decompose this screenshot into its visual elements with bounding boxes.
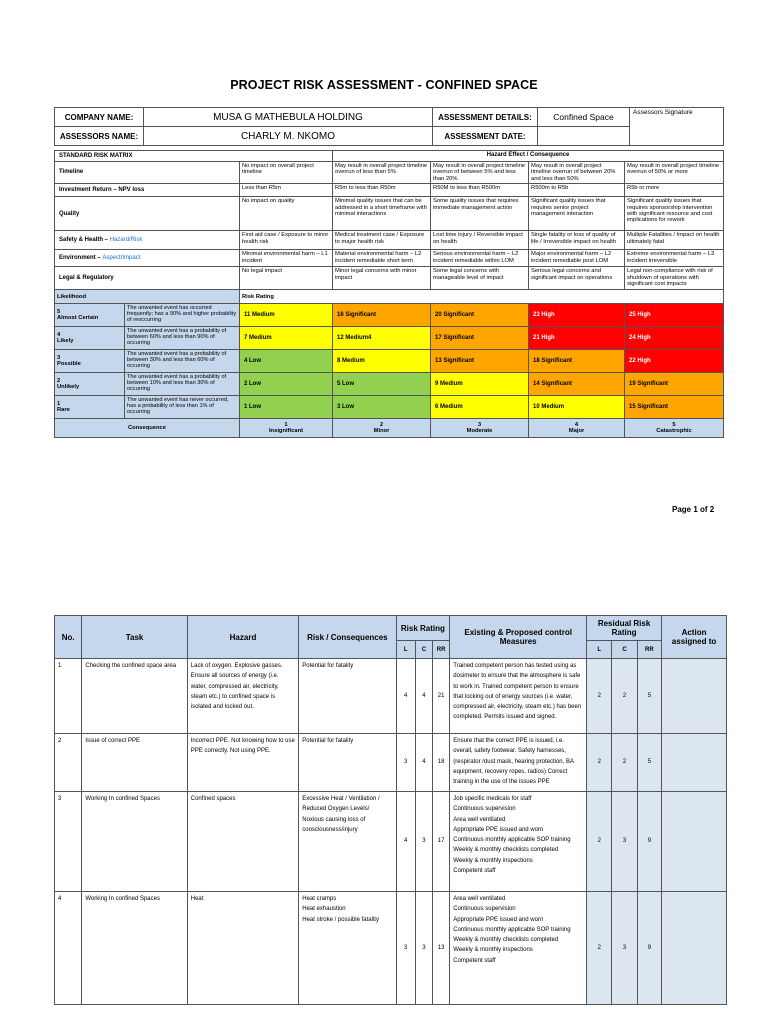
row-task: Checking the confined space area bbox=[82, 659, 187, 734]
assessment-date-label: ASSESSMENT DATE: bbox=[433, 127, 538, 146]
risk-register-table bbox=[54, 615, 727, 1005]
matrix-cell: First aid case / Exposure to minor health risk bbox=[240, 231, 333, 250]
standard-risk-matrix bbox=[54, 150, 724, 438]
risk-rr: 21 bbox=[433, 659, 450, 734]
control-line: Appropriate PPE issued and worn bbox=[453, 916, 544, 923]
likelihood-name: Almost Certain bbox=[57, 315, 99, 322]
risk-rating-cell: 19 Significant bbox=[625, 373, 724, 396]
residual-c: 2 bbox=[612, 659, 637, 734]
col-residual: Residual Risk Rating bbox=[587, 616, 662, 641]
consequence-number: 3 bbox=[477, 421, 482, 428]
risk-rating-cell: 9 Medium bbox=[431, 373, 529, 396]
row-number: 3 bbox=[55, 792, 82, 892]
matrix-cell: May result in overall project timeline overrun of less than 5% bbox=[333, 162, 431, 184]
row-label-text: Legal & Regulatory bbox=[59, 275, 114, 282]
risk-rr: 17 bbox=[433, 792, 450, 892]
likelihood-description: The unwanted event has occurred frequently; has a 90% and higher probability of reoccurring bbox=[125, 304, 240, 327]
row-task: Issue of correct PPE bbox=[82, 734, 187, 792]
likelihood-number: 5 bbox=[57, 308, 61, 315]
row-label-text: Quality bbox=[59, 210, 80, 217]
row-task: Working In confined Spaces bbox=[82, 892, 187, 1005]
action-assigned bbox=[662, 792, 727, 892]
likelihood-heading: Likelihood bbox=[55, 290, 240, 304]
matrix-cell: Some quality issues that requires immediate management action bbox=[431, 197, 529, 231]
risk-l: 4 bbox=[396, 659, 415, 734]
assessment-details-value: Confined Space bbox=[538, 108, 630, 127]
residual-c: 3 bbox=[612, 892, 637, 1005]
assessors-name-value: CHARLY M. NKOMO bbox=[144, 127, 433, 146]
risk-rating-cell: 10 Medium bbox=[529, 396, 625, 419]
matrix-cell: May result in overall project timeline overrun of between 20% and less than 50% bbox=[529, 162, 625, 184]
residual-l: 2 bbox=[587, 892, 612, 1005]
consequence-level bbox=[431, 419, 529, 438]
risk-rr: 18 bbox=[433, 734, 450, 792]
risk-rating-cell: 16 Significant bbox=[333, 304, 431, 327]
likelihood-description: The unwanted event has never occurred, has a probability of less than 1% of occurring bbox=[125, 396, 240, 419]
col-residual-rr: RR bbox=[637, 641, 661, 659]
matrix-cell: Medical treatment case / Exposure to major health risk bbox=[333, 231, 431, 250]
matrix-cell: Major environmental harm – L2 incident remediable post LOM bbox=[529, 250, 625, 267]
matrix-row bbox=[55, 267, 724, 290]
col-controls: Existing & Proposed control Measures bbox=[450, 616, 587, 659]
likelihood-header-row bbox=[55, 290, 724, 304]
page-title: PROJECT RISK ASSESSMENT - CONFINED SPACE bbox=[230, 78, 538, 92]
consequence-label: Consequence bbox=[55, 419, 240, 438]
row-number: 1 bbox=[55, 659, 82, 734]
matrix-cell: Minimal quality issues that can be addressed in a short timeframe with minimal interactions bbox=[333, 197, 431, 231]
residual-rr: 5 bbox=[637, 659, 661, 734]
risk-rating-cell: 1 Low bbox=[240, 396, 333, 419]
likelihood-row bbox=[55, 350, 724, 373]
table-row bbox=[55, 734, 727, 792]
matrix-cell: Less than R5m bbox=[240, 184, 333, 197]
risk-rating-cell: 21 High bbox=[529, 327, 625, 350]
row-hazard: Heat bbox=[187, 892, 298, 1005]
col-risk: Risk / Consequences bbox=[299, 616, 396, 659]
matrix-cell: No legal impact bbox=[240, 267, 333, 290]
matrix-cell: Lost time injury / Reversible impact on health bbox=[431, 231, 529, 250]
row-hazard: Lack of oxygen. Explosive gasses. Ensure all sources of energy (i.e. water, compressed air, electricity, steam etc.) to confined space is isolated and locked out. bbox=[187, 659, 298, 734]
risk-rating-cell: 17 Significant bbox=[431, 327, 529, 350]
risk-rating-cell: 5 Low bbox=[333, 373, 431, 396]
risk-l: 3 bbox=[396, 734, 415, 792]
consequence-level bbox=[625, 419, 724, 438]
col-residual-l: L bbox=[587, 641, 612, 659]
row-risk: Excessive Heat / Ventilation / Reduced Oxygen Levels/ Noxious causing loss of consciousness/injury bbox=[299, 792, 396, 892]
risk-rating-cell: 12 Medium4 bbox=[333, 327, 431, 350]
likelihood-name: Unlikely bbox=[57, 384, 80, 391]
risk-rating-cell: 2 Low bbox=[240, 373, 333, 396]
row-number: 2 bbox=[55, 734, 82, 792]
risk-rr: 13 bbox=[433, 892, 450, 1005]
likelihood-number: 3 bbox=[57, 354, 61, 361]
control-line: Weekly & monthly inspections bbox=[453, 857, 533, 864]
residual-l: 2 bbox=[587, 792, 612, 892]
matrix-cell: Extreme environmental harm – L3 incident irreversible bbox=[625, 250, 724, 267]
col-no: No. bbox=[55, 616, 82, 659]
matrix-cell: Legal non-compliance with risk of shutdown of operations with significant cost impacts bbox=[625, 267, 724, 290]
consequence-level bbox=[333, 419, 431, 438]
row-label-text: Investment Return – NPV loss bbox=[59, 187, 145, 194]
likelihood-name: Likely bbox=[57, 338, 74, 345]
matrix-row bbox=[55, 184, 724, 197]
col-residual-c: C bbox=[612, 641, 637, 659]
matrix-row-label bbox=[55, 250, 240, 267]
row-label-text: Timeline bbox=[59, 169, 84, 176]
matrix-row bbox=[55, 197, 724, 231]
control-line: Competent staff bbox=[453, 868, 496, 875]
page-number: Page 1 of 2 bbox=[672, 505, 715, 514]
consequence-name: Insignificant bbox=[268, 428, 304, 435]
col-hazard: Hazard bbox=[187, 616, 298, 659]
matrix-row bbox=[55, 231, 724, 250]
row-label-extra: Aspect/Impact bbox=[102, 255, 141, 262]
risk-rating-cell: 20 Significant bbox=[431, 304, 529, 327]
company-name-value: MUSA G MATHEBULA HOLDING bbox=[144, 108, 433, 127]
matrix-cell: R500m to R5b bbox=[529, 184, 625, 197]
consequence-number: 2 bbox=[379, 421, 384, 428]
matrix-cell: Serious legal concerns and significant impact on operations bbox=[529, 267, 625, 290]
control-line: Competent staff bbox=[453, 957, 496, 964]
control-line: Continuous supervision bbox=[453, 906, 516, 913]
row-risk: Potential for fatality bbox=[299, 659, 396, 734]
row-label-text: Environment – bbox=[59, 255, 103, 262]
likelihood-level bbox=[55, 396, 125, 419]
row-label-extra: Hazard/Risk bbox=[109, 237, 143, 244]
risk-rating-cell: 14 Significant bbox=[529, 373, 625, 396]
assessment-details-label: ASSESSMENT DETAILS: bbox=[433, 108, 538, 127]
row-risk bbox=[299, 892, 396, 1005]
matrix-heading: STANDARD RISK MATRIX bbox=[55, 151, 333, 162]
col-rr: RR bbox=[433, 641, 450, 659]
matrix-cell: No impact on quality bbox=[240, 197, 333, 231]
matrix-cell: May result in overall project timeline overrun of 50% or more bbox=[625, 162, 724, 184]
risk-rating-cell: 15 Significant bbox=[625, 396, 724, 419]
likelihood-level bbox=[55, 350, 125, 373]
likelihood-level bbox=[55, 304, 125, 327]
risk-rating-cell: 25 High bbox=[625, 304, 724, 327]
likelihood-name: Possible bbox=[57, 361, 81, 368]
control-line: Weekly & monthly checklists completed bbox=[453, 847, 559, 854]
matrix-row-label bbox=[55, 162, 240, 184]
residual-l: 2 bbox=[587, 659, 612, 734]
likelihood-row bbox=[55, 327, 724, 350]
consequence-number: 1 bbox=[284, 421, 288, 428]
risk-rating-cell: 4 Low bbox=[240, 350, 333, 373]
risk-c: 4 bbox=[415, 659, 432, 734]
risk-l: 3 bbox=[396, 892, 415, 1005]
risk-rating-cell: 6 Medium bbox=[431, 396, 529, 419]
assessment-info-table bbox=[54, 107, 724, 146]
risk-line: Heat stroke / possible fatality bbox=[302, 916, 379, 923]
residual-rr: 9 bbox=[637, 892, 661, 1005]
matrix-cell: Material environmental harm – L2 incident remediable short term bbox=[333, 250, 431, 267]
row-controls: Trained competent person has tested using as dosimeter to ensure that the atmosphere is safe to work in. Trained competent person to ensure that locking out of energy sources (i.e. water, compressed air, electricity, steam etc.) has been completed. Permits issued and signed. bbox=[450, 659, 587, 734]
row-hazard: Incorrect PPE. Not knowing how to use PPE correctly. Not using PPE. bbox=[187, 734, 298, 792]
col-l: L bbox=[396, 641, 415, 659]
table-row bbox=[55, 792, 727, 892]
risk-rating-cell: 24 High bbox=[625, 327, 724, 350]
matrix-cell: Single fatality or loss of quality of life / Irreversible impact on health bbox=[529, 231, 625, 250]
action-assigned bbox=[662, 659, 727, 734]
risk-c: 3 bbox=[415, 892, 432, 1005]
control-line: Appropriate PPE issued and worn bbox=[453, 826, 544, 833]
likelihood-number: 1 bbox=[57, 400, 61, 407]
likelihood-row bbox=[55, 396, 724, 419]
matrix-cell: Significant quality issues that requires senior project management interaction bbox=[529, 197, 625, 231]
likelihood-description: The unwanted event has a probability of between 60% and less than 90% of occurring bbox=[125, 327, 240, 350]
assessors-name-label: ASSESSORS NAME: bbox=[55, 127, 144, 146]
row-controls bbox=[450, 792, 587, 892]
risk-rating-cell: 18 Significant bbox=[529, 350, 625, 373]
row-controls: Ensure that the correct PPE is issued, i.e. overall, safety footwear. Safety harnesses, (respirator /dust mask, hearing protection, BA equipment, recovery ropes, radios) Correct training in the use of the issues PPE bbox=[450, 734, 587, 792]
risk-c: 4 bbox=[415, 734, 432, 792]
control-line: Continuous monthly applicable SOP training bbox=[453, 926, 571, 933]
consequence-level bbox=[240, 419, 333, 438]
row-controls bbox=[450, 892, 587, 1005]
action-assigned bbox=[662, 892, 727, 1005]
control-line: Continuous supervision bbox=[453, 806, 516, 813]
matrix-row-label bbox=[55, 267, 240, 290]
matrix-cell: Minimal environmental harm – L1 incident bbox=[240, 250, 333, 267]
risk-rating-cell: 8 Medium bbox=[333, 350, 431, 373]
consequence-name: Major bbox=[568, 428, 585, 435]
risk-rating-cell: 13 Significant bbox=[431, 350, 529, 373]
company-name-label: COMPANY NAME: bbox=[55, 108, 144, 127]
likelihood-description: The unwanted event has a probability of between 10% and less than 30% of occurring bbox=[125, 373, 240, 396]
matrix-cell: Some legal concerns with manageable level of impact bbox=[431, 267, 529, 290]
row-number: 4 bbox=[55, 892, 82, 1005]
hazard-effect-heading: Hazard Effect / Consequence bbox=[333, 151, 724, 162]
likelihood-level bbox=[55, 373, 125, 396]
matrix-cell: Multiple Fatalities / Impact on health ultimately fatal bbox=[625, 231, 724, 250]
matrix-cell: R50M to less than R500m bbox=[431, 184, 529, 197]
control-line: Area well ventilated bbox=[453, 896, 506, 902]
risk-rating-heading: Risk Rating bbox=[240, 290, 724, 304]
likelihood-number: 4 bbox=[57, 331, 61, 338]
risk-rating-cell: 7 Medium bbox=[240, 327, 333, 350]
matrix-row-label bbox=[55, 184, 240, 197]
row-label-text: Safety & Health – bbox=[59, 237, 110, 244]
risk-rating-cell: 23 High bbox=[529, 304, 625, 327]
consequence-name: Moderate bbox=[466, 428, 493, 435]
col-action: Action assigned to bbox=[662, 616, 727, 659]
matrix-row bbox=[55, 162, 724, 184]
table-row bbox=[55, 892, 727, 1005]
consequence-number: 4 bbox=[574, 421, 579, 428]
likelihood-row bbox=[55, 373, 724, 396]
likelihood-level bbox=[55, 327, 125, 350]
consequence-number: 5 bbox=[672, 421, 676, 428]
likelihood-name: Rare bbox=[57, 407, 70, 414]
risk-rating-cell: 22 High bbox=[625, 350, 724, 373]
likelihood-number: 2 bbox=[57, 377, 61, 384]
consequence-name: Catastrophic bbox=[656, 428, 692, 435]
matrix-cell: R5b or more bbox=[625, 184, 724, 197]
risk-c: 3 bbox=[415, 792, 432, 892]
matrix-cell: Significant quality issues that requires sponsorship intervention with significant resource and cost implications for rework bbox=[625, 197, 724, 231]
risk-l: 4 bbox=[396, 792, 415, 892]
control-line: Weekly & monthly inspections bbox=[453, 947, 533, 954]
risk-line: Heat cramps bbox=[302, 896, 337, 902]
row-hazard: Confined spaces bbox=[187, 792, 298, 892]
risk-line: Heat exhaustion bbox=[302, 906, 346, 913]
residual-c: 3 bbox=[612, 792, 637, 892]
matrix-row-label bbox=[55, 231, 240, 250]
control-line: Area well ventilated bbox=[453, 816, 506, 823]
action-assigned bbox=[662, 734, 727, 792]
residual-l: 2 bbox=[587, 734, 612, 792]
col-task: Task bbox=[82, 616, 187, 659]
control-line: Weekly & monthly checklists completed bbox=[453, 937, 559, 944]
assessment-date-value bbox=[538, 127, 630, 146]
row-task: Working In confined Spaces bbox=[82, 792, 187, 892]
risk-rating-cell: 11 Medium bbox=[240, 304, 333, 327]
residual-rr: 9 bbox=[637, 792, 661, 892]
matrix-cell: May result in overall project timeline overrun of between 5% and less than 20% bbox=[431, 162, 529, 184]
row-risk: Potential for fatality bbox=[299, 734, 396, 792]
matrix-row-label bbox=[55, 197, 240, 231]
matrix-row bbox=[55, 250, 724, 267]
matrix-cell: Serious environmental harm – L2 incident remediable within LOM bbox=[431, 250, 529, 267]
control-line: Continuous monthly applicable SOP training bbox=[453, 837, 571, 844]
col-c: C bbox=[415, 641, 432, 659]
matrix-cell: R5m to less than R50m bbox=[333, 184, 431, 197]
matrix-cell: No impact on overall project timeline bbox=[240, 162, 333, 184]
residual-c: 2 bbox=[612, 734, 637, 792]
table-row bbox=[55, 659, 727, 734]
risk-rating-cell: 3 Low bbox=[333, 396, 431, 419]
assessors-signature-field: Assessors Signature bbox=[630, 108, 724, 146]
consequence-level bbox=[529, 419, 625, 438]
consequence-name: Minor bbox=[373, 428, 390, 435]
matrix-cell: Minor legal concerns with minor impact bbox=[333, 267, 431, 290]
control-line: Job specific medicals for staff bbox=[453, 796, 532, 802]
col-risk-rating: Risk Rating bbox=[396, 616, 450, 641]
likelihood-row bbox=[55, 304, 724, 327]
residual-rr: 5 bbox=[637, 734, 661, 792]
likelihood-description: The unwanted event has a probability of between 30% and less than 60% of occurring bbox=[125, 350, 240, 373]
